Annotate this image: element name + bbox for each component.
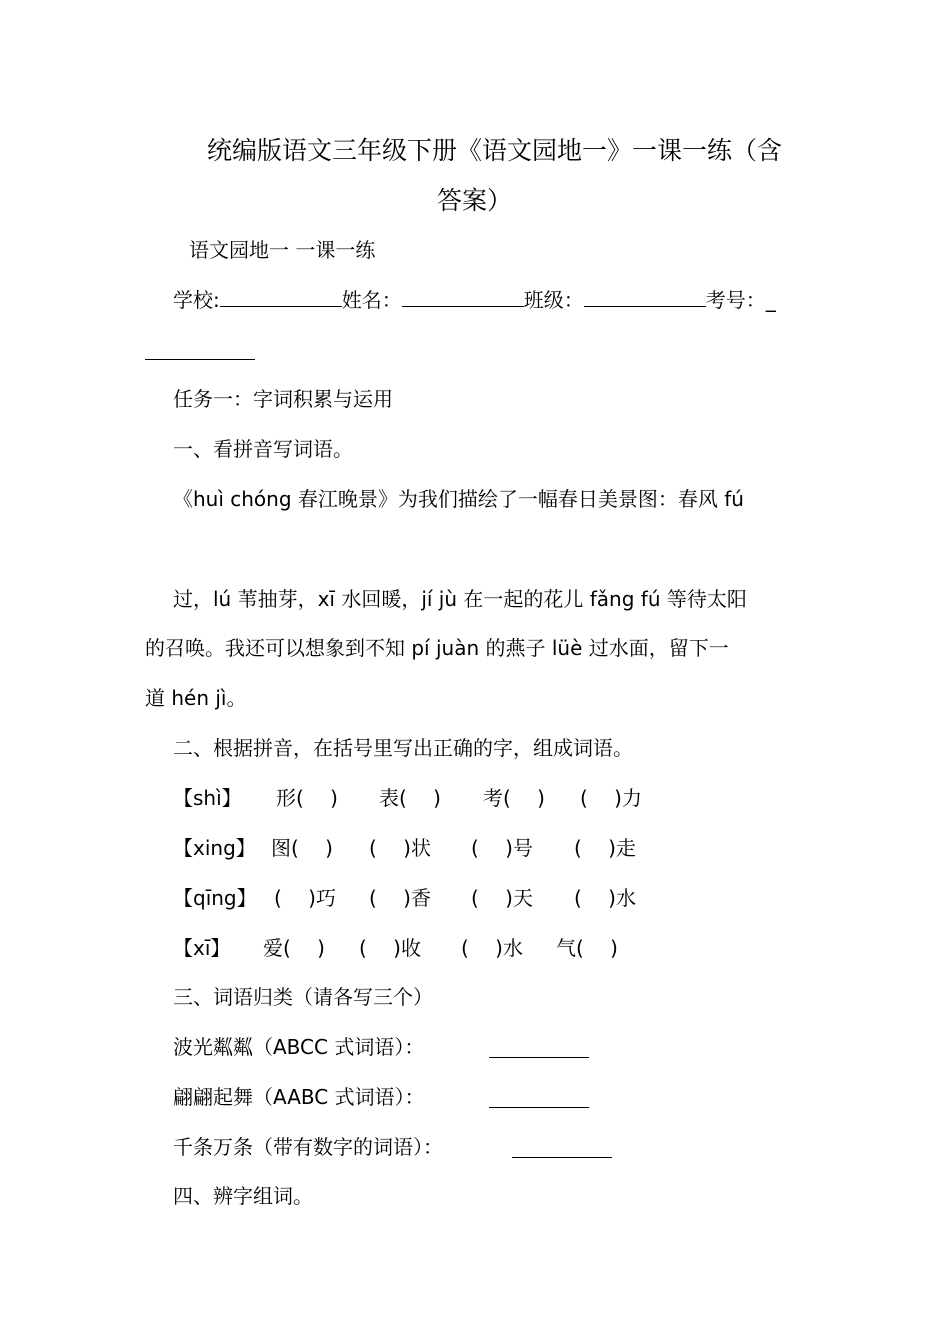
number-blank-continued <box>145 359 255 360</box>
q2-row-item: ( )天 <box>471 886 533 910</box>
q3-answer-blank <box>489 1107 589 1108</box>
q3-answer-blank <box>489 1057 589 1058</box>
q3-item-label: 波光粼粼（ABCC 式词语）： <box>173 1035 425 1059</box>
q2-row-item: 表( ) <box>379 786 441 810</box>
q2-row-pinyin: 【xī】 <box>173 936 231 960</box>
student-info-line <box>173 286 776 314</box>
q1-text-line4: 道 hén jì。 <box>145 686 247 710</box>
q2-row-item: 图( ) <box>271 836 333 860</box>
q2-row-item: ( )巧 <box>274 886 336 910</box>
name-label: 姓名： <box>341 288 402 312</box>
q3-item-label: 千条万条（带有数字的词语）： <box>173 1135 443 1159</box>
number-label: 考号：_ <box>705 288 776 312</box>
q3-answer-blank <box>512 1157 612 1158</box>
q2-row-item: 形( ) <box>276 786 338 810</box>
q1-heading: 一、看拼音写词语。 <box>173 437 353 461</box>
class-blank <box>584 286 706 307</box>
q2-row-item: ( )号 <box>471 836 533 860</box>
q2-row-item: 考( ) <box>483 786 545 810</box>
q2-row-item: ( )水 <box>461 936 523 960</box>
q2-row-pinyin: 【qīng】 <box>173 886 257 910</box>
q1-text-line3: 的召唤。我还可以想象到不知 pí juàn 的燕子 lüè 过水面，留下一 <box>145 636 729 660</box>
task1-heading: 任务一：字词积累与运用 <box>173 387 393 411</box>
q2-row-item: ( )力 <box>580 786 642 810</box>
q2-row-item: ( )香 <box>369 886 431 910</box>
q2-row-pinyin: 【xing】 <box>173 836 256 860</box>
q4-heading: 四、辨字组词。 <box>173 1184 313 1208</box>
q2-row-item: 气( ) <box>556 936 618 960</box>
q2-row-item: ( )水 <box>574 886 636 910</box>
school-blank <box>220 286 342 307</box>
school-label: 学校: <box>173 288 220 312</box>
q2-row-pinyin: 【shì】 <box>173 786 242 810</box>
q2-row-item: ( )状 <box>369 836 431 860</box>
q1-text-line1: 《huì chóng 春江晚景》为我们描绘了一幅春日美景图：春风 fú <box>173 487 744 511</box>
q2-row-item: ( )走 <box>574 836 636 860</box>
q2-heading: 二、根据拼音，在括号里写出正确的字，组成词语。 <box>173 736 633 760</box>
document-title-line1: 统编版语文三年级下册《语文园地一》一课一练（含 <box>207 136 783 165</box>
document-subtitle: 语文园地一 一课一练 <box>189 238 376 262</box>
q3-item-label: 翩翩起舞（AABC 式词语）： <box>173 1085 425 1109</box>
name-blank <box>402 286 524 307</box>
q2-row-item: 爱( ) <box>263 936 325 960</box>
q1-text-line2: 过，lú 苇抽芽，xī 水回暖，jí jù 在一起的花儿 fǎng fú 等待太阳 <box>173 587 747 611</box>
q3-heading: 三、词语归类（请各写三个） <box>173 985 433 1009</box>
document-title-line2: 答案） <box>437 186 513 215</box>
q2-row-item: ( )收 <box>359 936 421 960</box>
class-label: 班级： <box>523 288 584 312</box>
